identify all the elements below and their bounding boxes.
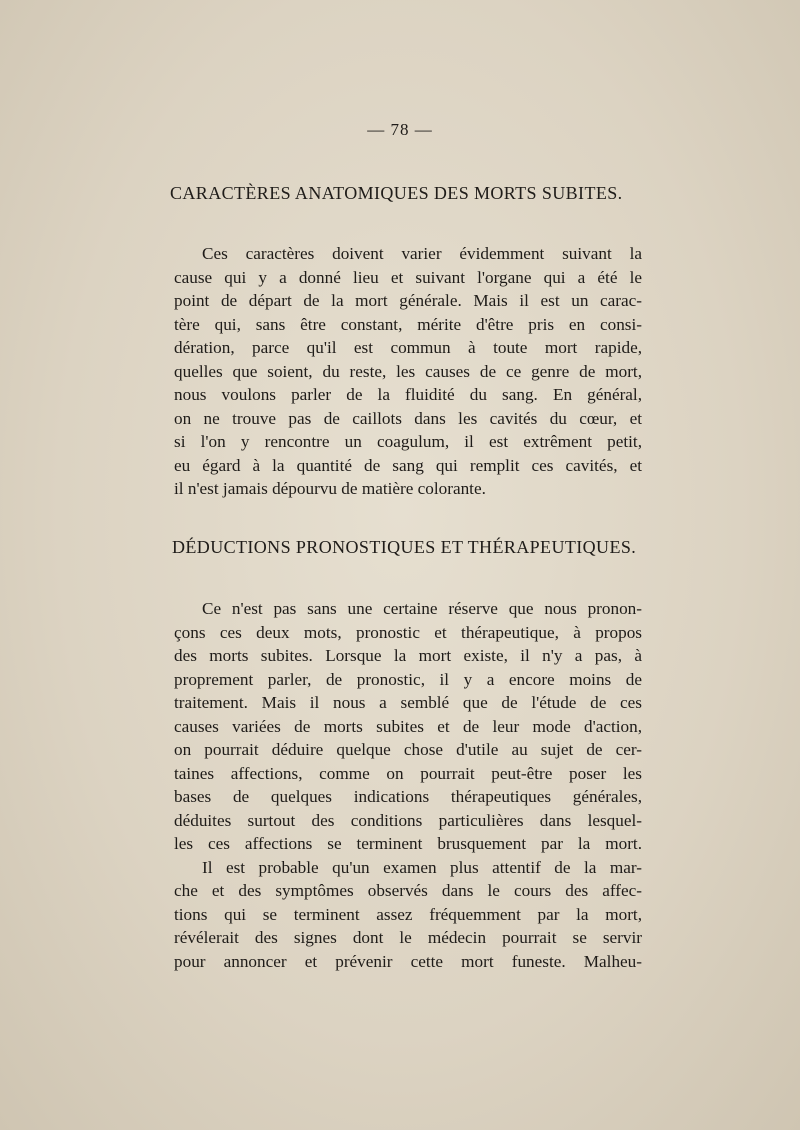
text-line: dération, parce qu'il est commun à toute mort rapide, — [174, 338, 642, 357]
text-line: les ces affections se terminent brusquement par la mort. — [174, 834, 642, 853]
text-line: si l'on y rencontre un coagulum, il est extrêment petit, — [174, 432, 642, 451]
text-line: cause qui y a donné lieu et suivant l'organe qui a été le — [174, 267, 642, 287]
text-line: on pourrait déduire quelque chose d'utile au sujet de cer- — [174, 740, 642, 759]
text-line: bases de quelques indications thérapeutiques générales, — [174, 787, 642, 806]
text-line: point de départ de la mort générale. Mais il est un carac- — [174, 291, 642, 310]
text-line: nous voulons parler de la fluidité du sang. En général, — [174, 385, 642, 404]
paragraph-prognostic — [174, 597, 642, 973]
page-number: — 78 — — [367, 120, 433, 139]
text-line: traitement. Mais il nous a semblé que de l'étude de ces — [174, 693, 642, 712]
section-heading-prognostic: DÉDUCTIONS PRONOSTIQUES ET THÉRAPEUTIQUES. — [172, 537, 637, 557]
text-line: révélerait des signes dont le médecin pourrait se servir — [174, 928, 642, 947]
text-line: des morts subites. Lorsque la mort existe, il n'y a pas, à — [174, 646, 642, 665]
text-line: on ne trouve pas de caillots dans les cavités du cœur, et — [174, 408, 642, 428]
text-line: taines affections, comme on pourrait peut-être poser les — [174, 763, 642, 783]
text-line: quelles que soient, du reste, les causes de ce genre de mort, — [174, 361, 642, 381]
text-line: déduites surtout des conditions particulières dans lesquel- — [174, 810, 642, 830]
text-line: çons ces deux mots, pronostic et thérapeutique, à propos — [174, 622, 642, 642]
text-line: causes variées de morts subites et de leur mode d'action, — [174, 716, 642, 736]
text-line: Ces caractères doivent varier évidemment suivant la — [202, 244, 642, 263]
text-line: il n'est jamais dépourvu de matière colorante. — [174, 479, 486, 498]
paragraph-anatomical — [174, 242, 642, 501]
text-line: eu égard à la quantité de sang qui remplit ces cavités, et — [174, 455, 642, 475]
text-line: proprement parler, de pronostic, il y a encore moins de — [174, 669, 642, 689]
text-line: tère qui, sans être constant, mérite d'être pris en consi- — [174, 314, 642, 334]
text-line: pour annoncer et prévenir cette mort funeste. Malheu- — [174, 951, 642, 971]
text-line: tions qui se terminent assez fréquemment par la mort, — [174, 904, 642, 924]
text-line: che et des symptômes observés dans le cours des affec- — [174, 881, 642, 900]
section-heading-anatomical: CARACTÈRES ANATOMIQUES DES MORTS SUBITES. — [170, 183, 623, 203]
text-line: Il est probable qu'un examen plus attentif de la mar- — [202, 857, 642, 877]
text-line: Ce n'est pas sans une certaine réserve que nous pronon- — [202, 599, 642, 618]
